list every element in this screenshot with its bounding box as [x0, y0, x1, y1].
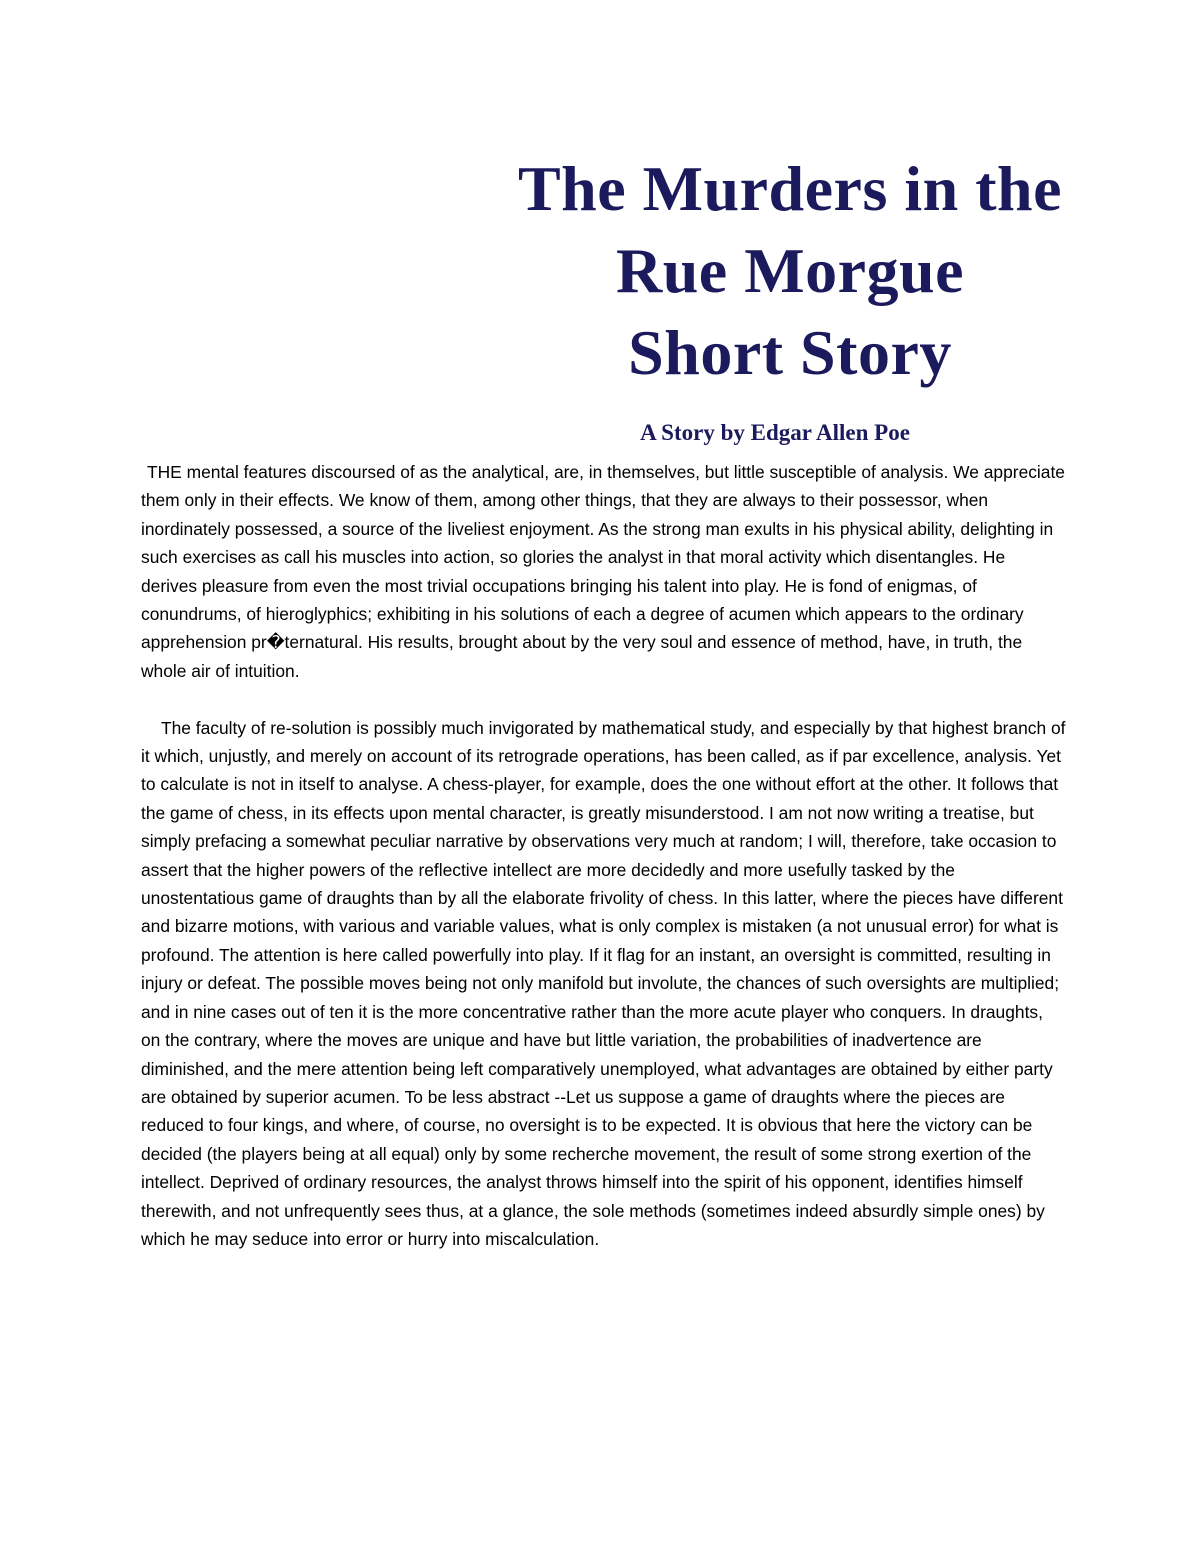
author-subtitle: A Story by Edgar Allen Poe — [640, 420, 910, 445]
story-body — [141, 458, 1066, 1253]
title-line-1: The Murders in the — [517, 153, 1063, 224]
paragraph-1: THE mental features discoursed of as the analytical, are, in themselves, but little susceptible of analysis. We appreciate them only in their effects. We know of them, among other things, that they are always to their possessor, when inordinately possessed, a source of the liveliest enjoyment. As the strong man exults in his physical ability, delighting in such exercises as call his muscles into action, so glories the analyst in that moral activity which disentangles. He derives pleasure from even the most trivial occupations bringing his talent into play. He is fond of enigmas, of conundrums, of hieroglyphics; exhibiting in his solutions of each a degree of acumen which appears to the ordinary apprehension pr�ternatural. His results, brought about by the very soul and essence of method, have, in truth, the whole air of intuition. — [141, 462, 1065, 681]
paragraph-2: The faculty of re-solution is possibly much invigorated by mathematical study, and especially by that highest branch of it which, unjustly, and merely on account of its retrograde operations, has been called, as if par excellence, analysis. Yet to calculate is not in itself to analyse. A chess-player, for example, does the one without effort at the other. It follows that the game of chess, in its effects upon mental character, is greatly misunderstood. I am not now writing a treatise, but simply prefacing a somewhat peculiar narrative by observations very much at random; I will, therefore, take occasion to assert that the higher powers of the reflective intellect are more decidedly and more usefully tasked by the unostentatious game of draughts than by all the elaborate frivolity of chess. In this latter, where the pieces have different and bizarre motions, with various and variable values, what is only complex is mistaken (a not unusual error) for what is profound. The attention is here called powerfully into play. If it flag for an instant, an oversight is committed, resulting in injury or defeat. The possible moves being not only manifold but involute, the chances of such oversights are multiplied; and in nine cases out of ten it is the more concentrative rather than the more acute player who conquers. In draughts, on the contrary, where the moves are unique and have but little variation, the probabilities of inadvertence are diminished, and the mere attention being left comparatively unemployed, what advantages are obtained by either party are obtained by superior acumen. To be less abstract --Let us suppose a game of draughts where the pieces are reduced to four kings, and where, of course, no oversight is to be expected. It is obvious that here the victory can be decided (the players being at all equal) only by some recherche movement, the result of some strong exertion of the intellect. Deprived of ordinary resources, the analyst throws himself into the spirit of his opponent, identifies himself therewith, and not unfrequently sees thus, at a glance, the sole methods (sometimes indeed absurdly simple ones) by which he may seduce into error or hurry into miscalculation. — [141, 717, 1066, 1249]
title-line-3: Short Story — [628, 317, 952, 388]
title-block — [470, 148, 1110, 448]
title-line-2: Rue Morgue — [615, 235, 965, 306]
